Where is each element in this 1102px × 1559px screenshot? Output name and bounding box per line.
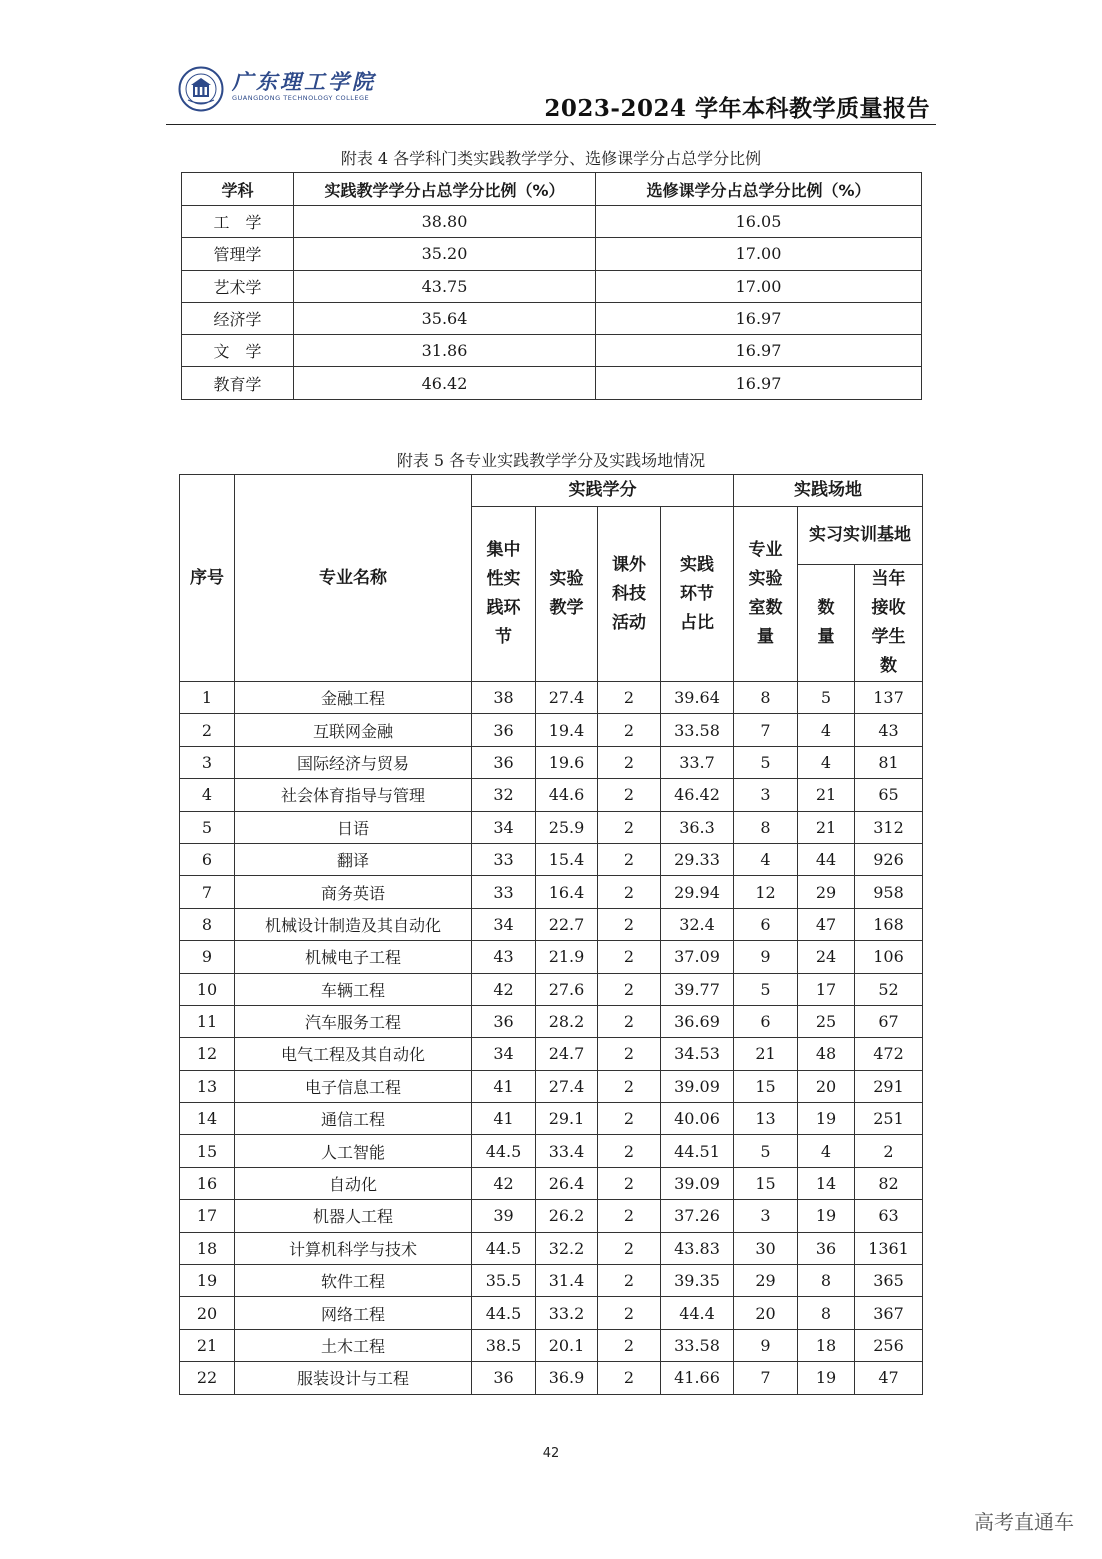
college-name-en: GUANGDONG TECHNOLOGY COLLEGE (232, 94, 370, 102)
table-cell: 19 (180, 1265, 235, 1297)
table-cell: 15 (734, 1167, 798, 1199)
table-cell: 32.4 (661, 908, 734, 940)
table-cell: 36 (798, 1232, 855, 1264)
table-cell: 18 (798, 1329, 855, 1361)
table-cell: 926 (855, 843, 923, 875)
table-cell: 网络工程 (235, 1297, 472, 1329)
table-cell: 9 (734, 1329, 798, 1361)
table-cell: 2 (598, 746, 661, 778)
table-cell: 63 (855, 1200, 923, 1232)
table-cell: 2 (598, 714, 661, 746)
table-cell: 3 (734, 1200, 798, 1232)
table-cell: 17 (798, 973, 855, 1005)
table-cell: 44.5 (472, 1232, 536, 1264)
table-row (180, 1232, 923, 1264)
table-cell: 2 (598, 1297, 661, 1329)
table-cell: 2 (180, 714, 235, 746)
table-cell: 13 (180, 1070, 235, 1102)
table-cell: 服装设计与工程 (235, 1362, 472, 1394)
table-cell: 21.9 (536, 941, 598, 973)
table-row (180, 714, 923, 746)
table-cell: 67 (855, 1005, 923, 1037)
table-cell: 39.35 (661, 1265, 734, 1297)
table-cell: 44.5 (472, 1135, 536, 1167)
table-cell: 36 (472, 746, 536, 778)
table-row (180, 1103, 923, 1135)
table-cell: 2 (598, 1265, 661, 1297)
table-cell: 22.7 (536, 908, 598, 940)
table-cell: 33 (472, 876, 536, 908)
table-cell: 35.64 (294, 302, 596, 334)
table-cell: 15 (734, 1070, 798, 1102)
table-cell: 17 (180, 1200, 235, 1232)
table4-header-elective-ratio: 选修课学分占总学分比例（%） (596, 173, 922, 206)
table-cell: 8 (734, 811, 798, 843)
table-cell: 2 (598, 1070, 661, 1102)
table-cell: 27.4 (536, 682, 598, 714)
table-row (180, 811, 923, 843)
table-cell: 经济学 (182, 302, 294, 334)
table-cell: 44 (798, 843, 855, 875)
table-row (180, 1200, 923, 1232)
table-cell: 2 (598, 941, 661, 973)
table-row (180, 908, 923, 940)
table-cell: 4 (798, 714, 855, 746)
table-cell: 36.3 (661, 811, 734, 843)
table-cell: 38 (472, 682, 536, 714)
table-cell: 4 (798, 1135, 855, 1167)
table-cell: 29 (734, 1265, 798, 1297)
table-cell: 25 (798, 1005, 855, 1037)
table5-header-row-1 (180, 475, 923, 507)
table-cell: 28.2 (536, 1005, 598, 1037)
table-row (180, 941, 923, 973)
table-cell: 互联网金融 (235, 714, 472, 746)
table-cell: 软件工程 (235, 1265, 472, 1297)
table-cell: 3 (180, 746, 235, 778)
table-cell: 39.09 (661, 1167, 734, 1199)
table-cell: 2 (598, 843, 661, 875)
table-cell: 46.42 (294, 367, 596, 399)
table-cell: 312 (855, 811, 923, 843)
table-cell: 27.4 (536, 1070, 598, 1102)
table-cell: 31.4 (536, 1265, 598, 1297)
table-row (180, 973, 923, 1005)
table-cell: 39.09 (661, 1070, 734, 1102)
table5-header-seq: 序号 (180, 475, 235, 682)
table-row (182, 367, 922, 399)
table-cell: 艺术学 (182, 270, 294, 302)
table4-header-row (182, 173, 922, 206)
college-logo-icon (178, 66, 224, 112)
table-cell: 5 (734, 746, 798, 778)
table5 (179, 474, 923, 1395)
table-cell: 33.58 (661, 714, 734, 746)
table-cell: 48 (798, 1038, 855, 1070)
table-row (180, 876, 923, 908)
table-cell: 2 (598, 1103, 661, 1135)
table-cell: 36 (472, 1005, 536, 1037)
table-row (180, 682, 923, 714)
table5-header-base-count: 数量 (798, 565, 855, 682)
table-cell: 43 (855, 714, 923, 746)
table-cell: 5 (734, 1135, 798, 1167)
table-cell: 17.00 (596, 270, 922, 302)
table-cell: 16.97 (596, 367, 922, 399)
table-cell: 人工智能 (235, 1135, 472, 1167)
table-cell: 291 (855, 1070, 923, 1102)
table-cell: 2 (598, 682, 661, 714)
table-row (180, 1329, 923, 1361)
table-cell: 2 (598, 811, 661, 843)
table-cell: 6 (734, 1005, 798, 1037)
table-cell: 金融工程 (235, 682, 472, 714)
table-cell: 2 (598, 876, 661, 908)
table-cell: 8 (798, 1297, 855, 1329)
table-cell: 365 (855, 1265, 923, 1297)
table-cell: 8 (734, 682, 798, 714)
table-cell: 12 (180, 1038, 235, 1070)
table-cell: 日语 (235, 811, 472, 843)
table-cell: 4 (734, 843, 798, 875)
table-cell: 汽车服务工程 (235, 1005, 472, 1037)
table-cell: 29 (798, 876, 855, 908)
table-cell: 机械电子工程 (235, 941, 472, 973)
table-cell: 国际经济与贸易 (235, 746, 472, 778)
table-cell: 36 (472, 1362, 536, 1394)
table-cell: 33 (472, 843, 536, 875)
table-cell: 29.33 (661, 843, 734, 875)
table-cell: 168 (855, 908, 923, 940)
table-cell: 17.00 (596, 238, 922, 270)
table-cell: 21 (798, 811, 855, 843)
table5-header-students: 当年接收学生数 (855, 565, 923, 682)
table-row (180, 1362, 923, 1394)
table-cell: 44.6 (536, 779, 598, 811)
table-cell: 14 (798, 1167, 855, 1199)
table-cell: 32 (472, 779, 536, 811)
table5-header-ratio: 实践环节占比 (661, 507, 734, 682)
table-row (182, 238, 922, 270)
table-cell: 3 (734, 779, 798, 811)
table-cell: 2 (598, 1232, 661, 1264)
table-cell: 33.58 (661, 1329, 734, 1361)
table-cell: 19.6 (536, 746, 598, 778)
table5-header-experiment: 实验教学 (536, 507, 598, 682)
table5-header-practice-sites: 实践场地 (734, 475, 923, 507)
table-cell: 29.94 (661, 876, 734, 908)
page-header (166, 60, 936, 125)
table-cell: 6 (734, 908, 798, 940)
table-cell: 367 (855, 1297, 923, 1329)
table-cell: 39 (472, 1200, 536, 1232)
table-row (180, 843, 923, 875)
table-cell: 2 (598, 779, 661, 811)
table-cell: 36.69 (661, 1005, 734, 1037)
table-cell: 2 (598, 1200, 661, 1232)
table-cell: 2 (598, 1135, 661, 1167)
table-cell: 1 (180, 682, 235, 714)
table5-header-major: 专业名称 (235, 475, 472, 682)
table-cell: 7 (180, 876, 235, 908)
table-cell: 15 (180, 1135, 235, 1167)
table-cell: 2 (598, 1005, 661, 1037)
table-cell: 19 (798, 1200, 855, 1232)
table-row (180, 1265, 923, 1297)
table-cell: 82 (855, 1167, 923, 1199)
table-cell: 137 (855, 682, 923, 714)
table-cell: 8 (180, 908, 235, 940)
table-cell: 251 (855, 1103, 923, 1135)
table-cell: 21 (798, 779, 855, 811)
table-cell: 工 学 (182, 206, 294, 238)
table-row (182, 270, 922, 302)
table5-header-base-group: 实习实训基地 (798, 507, 923, 565)
table-cell: 34.53 (661, 1038, 734, 1070)
table-cell: 14 (180, 1103, 235, 1135)
table-cell: 4 (180, 779, 235, 811)
table-cell: 39.64 (661, 682, 734, 714)
table-cell: 19 (798, 1103, 855, 1135)
table5-header-practice-credits: 实践学分 (472, 475, 734, 507)
table-cell: 20 (734, 1297, 798, 1329)
table-cell: 41 (472, 1103, 536, 1135)
table-cell: 2 (598, 1329, 661, 1361)
table-cell: 机器人工程 (235, 1200, 472, 1232)
table4-caption: 附表 4 各学科门类实践教学学分、选修课学分占总学分比例 (340, 149, 762, 168)
table-cell: 29.1 (536, 1103, 598, 1135)
table-cell: 42 (472, 973, 536, 1005)
table-cell: 16.4 (536, 876, 598, 908)
table-cell: 33.7 (661, 746, 734, 778)
table-cell: 计算机科学与技术 (235, 1232, 472, 1264)
table-cell: 33.4 (536, 1135, 598, 1167)
table-cell: 43 (472, 941, 536, 973)
table-cell: 34 (472, 811, 536, 843)
table-cell: 35.20 (294, 238, 596, 270)
table-cell: 31.86 (294, 335, 596, 367)
table-cell: 文 学 (182, 335, 294, 367)
table-cell: 34 (472, 908, 536, 940)
table-cell: 1361 (855, 1232, 923, 1264)
table-cell: 2 (598, 1362, 661, 1394)
table-cell: 39.77 (661, 973, 734, 1005)
table-cell: 36 (472, 714, 536, 746)
table-cell: 19.4 (536, 714, 598, 746)
table4-header-discipline: 学科 (182, 173, 294, 206)
table-cell: 36.9 (536, 1362, 598, 1394)
table-cell: 21 (734, 1038, 798, 1070)
table-cell: 2 (598, 1038, 661, 1070)
table-row (182, 335, 922, 367)
table-cell: 27.6 (536, 973, 598, 1005)
table-row (180, 1167, 923, 1199)
table-cell: 教育学 (182, 367, 294, 399)
table-cell: 33.2 (536, 1297, 598, 1329)
table-cell: 65 (855, 779, 923, 811)
table-cell: 37.26 (661, 1200, 734, 1232)
table-cell: 电子信息工程 (235, 1070, 472, 1102)
table-cell: 106 (855, 941, 923, 973)
table-cell: 30 (734, 1232, 798, 1264)
table-cell: 52 (855, 973, 923, 1005)
table-cell: 车辆工程 (235, 973, 472, 1005)
table-cell: 6 (180, 843, 235, 875)
table-cell: 34 (472, 1038, 536, 1070)
table-cell: 机械设计制造及其自动化 (235, 908, 472, 940)
table-cell: 24 (798, 941, 855, 973)
table-cell: 40.06 (661, 1103, 734, 1135)
table-cell: 35.5 (472, 1265, 536, 1297)
table-cell: 9 (180, 941, 235, 973)
table-cell: 7 (734, 1362, 798, 1394)
table-row (182, 206, 922, 238)
table-cell: 20 (798, 1070, 855, 1102)
table-cell: 商务英语 (235, 876, 472, 908)
table-cell: 41 (472, 1070, 536, 1102)
table-cell: 37.09 (661, 941, 734, 973)
table5-caption: 附表 5 各专业实践教学学分及实践场地情况 (396, 451, 706, 470)
table-cell: 13 (734, 1103, 798, 1135)
table-cell: 2 (855, 1135, 923, 1167)
table-row (182, 302, 922, 334)
table-cell: 7 (734, 714, 798, 746)
table-cell: 20 (180, 1297, 235, 1329)
college-name-cn: 广东理工学院 (232, 69, 376, 94)
table5-header-extracurricular: 课外科技活动 (598, 507, 661, 682)
table-cell: 256 (855, 1329, 923, 1361)
table-cell: 自动化 (235, 1167, 472, 1199)
table-cell: 翻译 (235, 843, 472, 875)
table-cell: 土木工程 (235, 1329, 472, 1361)
table-cell: 通信工程 (235, 1103, 472, 1135)
table-cell: 25.9 (536, 811, 598, 843)
table-cell: 20.1 (536, 1329, 598, 1361)
table-cell: 44.51 (661, 1135, 734, 1167)
table-cell: 44.4 (661, 1297, 734, 1329)
table-cell: 41.66 (661, 1362, 734, 1394)
table-row (180, 746, 923, 778)
table5-body (180, 682, 923, 1395)
page-number: 42 (542, 1446, 560, 1461)
table-cell: 81 (855, 746, 923, 778)
table-cell: 5 (798, 682, 855, 714)
report-title: 2023-2024 学年本科教学质量报告 (544, 95, 930, 122)
table4-header-practice-ratio: 实践教学学分占总学分比例（%） (294, 173, 596, 206)
table-row (180, 779, 923, 811)
table-cell: 9 (734, 941, 798, 973)
table4 (181, 172, 922, 400)
table-cell: 16.97 (596, 335, 922, 367)
table-cell: 16.97 (596, 302, 922, 334)
table-cell: 38.5 (472, 1329, 536, 1361)
table-cell: 4 (798, 746, 855, 778)
table-row (180, 1297, 923, 1329)
table-cell: 5 (734, 973, 798, 1005)
table-cell: 15.4 (536, 843, 598, 875)
table-row (180, 1005, 923, 1037)
table-cell: 47 (855, 1362, 923, 1394)
table-cell: 8 (798, 1265, 855, 1297)
table-cell: 管理学 (182, 238, 294, 270)
table-cell: 46.42 (661, 779, 734, 811)
table-cell: 43.75 (294, 270, 596, 302)
table-cell: 电气工程及其自动化 (235, 1038, 472, 1070)
table-cell: 社会体育指导与管理 (235, 779, 472, 811)
table-row (180, 1135, 923, 1167)
watermark: 高考直通车 (974, 1510, 1074, 1534)
table-row (180, 1070, 923, 1102)
table5-header-concentrated: 集中性实践环节 (472, 507, 536, 682)
table-cell: 18 (180, 1232, 235, 1264)
table-cell: 26.4 (536, 1167, 598, 1199)
table-cell: 42 (472, 1167, 536, 1199)
table-cell: 21 (180, 1329, 235, 1361)
table-cell: 11 (180, 1005, 235, 1037)
table-cell: 44.5 (472, 1297, 536, 1329)
table-cell: 2 (598, 908, 661, 940)
table-cell: 38.80 (294, 206, 596, 238)
table-cell: 958 (855, 876, 923, 908)
table-cell: 5 (180, 811, 235, 843)
table-cell: 16 (180, 1167, 235, 1199)
table-cell: 22 (180, 1362, 235, 1394)
table5-header-lab-count: 专业实验室数量 (734, 507, 798, 682)
table-cell: 26.2 (536, 1200, 598, 1232)
table-cell: 47 (798, 908, 855, 940)
table-cell: 32.2 (536, 1232, 598, 1264)
table-cell: 12 (734, 876, 798, 908)
table-row (180, 1038, 923, 1070)
table-cell: 2 (598, 973, 661, 1005)
table-cell: 24.7 (536, 1038, 598, 1070)
table-cell: 2 (598, 1167, 661, 1199)
table-cell: 43.83 (661, 1232, 734, 1264)
table-cell: 16.05 (596, 206, 922, 238)
table-cell: 19 (798, 1362, 855, 1394)
table-cell: 10 (180, 973, 235, 1005)
table-cell: 472 (855, 1038, 923, 1070)
